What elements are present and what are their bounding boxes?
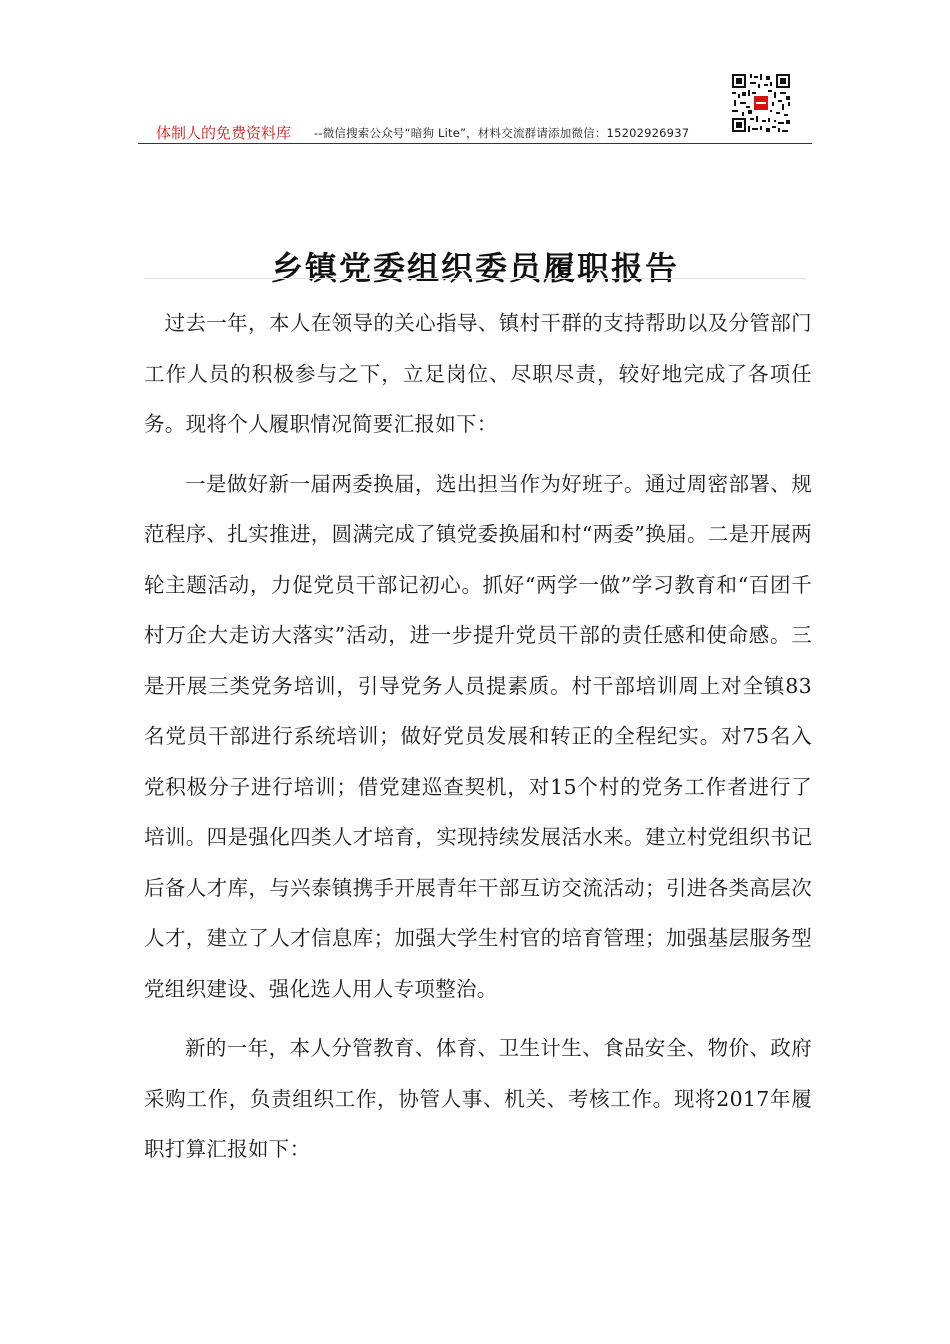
brand-name: 体制人的免费资料库 (156, 124, 292, 142)
qr-code-icon (730, 72, 792, 134)
header-divider (138, 143, 812, 144)
paragraph: 一是做好新一届两委换届，选出担当作为好班子。通过周密部署、规范程序、扎实推进，圆满完成了镇党委换届和村“两委”换届。二是开展两轮主题活动，力促党员干部记初心。抓好“两学一做”学习教育和“百团千村万企大走访大落实”活动，进一步提升党员干部的责任感和使命感。三是开展三类党务培训，引导党务人员提素质。村干部培训周上对全镇83名党员干部进行系统培训；做好党员发展和转正的全程纪实。对75名入党积极分子进行培训；借党建巡查契机，对15个村的党务工作者进行了培训。四是强化四类人才培育，实现持续发展活水来。建立村党组织书记后备人才库，与兴泰镇携手开展青年干部互访交流活动；引进各类高层次人才，建立了人才信息库；加强大学生村官的培育管理；加强基层服务型党组织建设、强化选人用人专项整治。 (144, 471, 812, 1001)
document-body (144, 298, 812, 1184)
paragraph: 新的一年，本人分管教育、体育、卫生计生、食品安全、物价、政府采购工作，负责组织工作，协管人事、机关、考核工作。现将2017年履职打算汇报如下： (144, 1036, 812, 1161)
document-title: 乡镇党委组织委员履职报告 (270, 249, 679, 288)
paragraph: 过去一年，本人在领导的关心指导、镇村干群的支持帮助以及分管部门工作人员的积极参与之下，立足岗位、尽职尽责，较好地完成了各项任务。现将个人履职情况简要汇报如下： (144, 311, 812, 436)
page-header (138, 70, 812, 146)
header-tagline: --微信搜索公众号“暗狗 Lite”，材料交流群请添加微信：15202926937 (314, 126, 690, 140)
title-divider (144, 278, 806, 279)
